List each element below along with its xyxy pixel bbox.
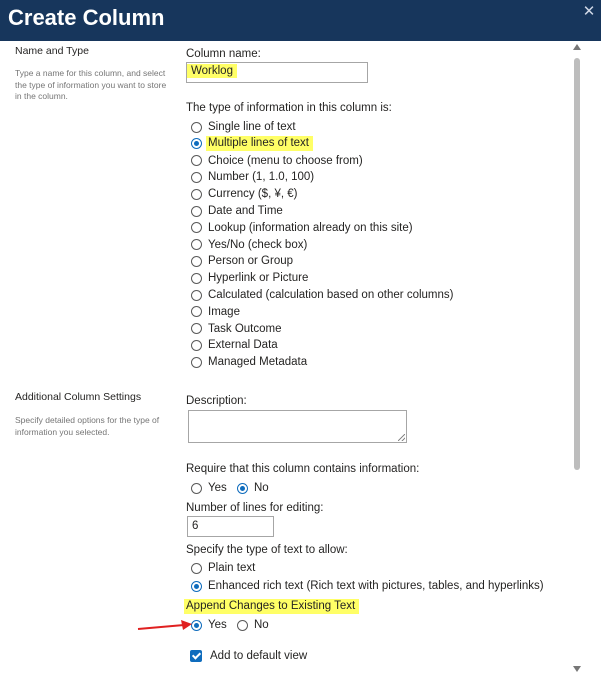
type-option-label: Managed Metadata	[208, 356, 308, 369]
text-type-label: Specify the type of text to allow:	[186, 544, 348, 556]
column-name-label: Column name:	[186, 48, 261, 60]
radio-icon	[191, 357, 202, 368]
type-option-1[interactable]	[191, 136, 313, 152]
red-arrow-icon	[137, 619, 193, 635]
description-label: Description:	[186, 395, 247, 407]
radio-icon	[191, 256, 202, 267]
type-option-0[interactable]	[191, 119, 296, 135]
resize-handle-icon[interactable]	[398, 434, 405, 441]
radio-icon	[191, 273, 202, 284]
description-textarea[interactable]	[188, 410, 407, 443]
plain-text-radio[interactable]	[191, 560, 255, 576]
append-yes-radio[interactable]	[191, 617, 227, 633]
type-option-11[interactable]	[191, 304, 240, 320]
radio-icon	[191, 122, 202, 133]
radio-icon	[191, 239, 202, 250]
radio-icon	[191, 189, 202, 200]
section-title-name-and-type: Name and Type	[15, 45, 89, 57]
rich-text-label: Enhanced rich text (Rich text with pictures, tables, and hyperlinks)	[208, 580, 544, 592]
section-description-name-and-type: Type a name for this column, and select the type of information you want to store in the column.	[15, 68, 167, 101]
type-option-12[interactable]	[191, 321, 282, 337]
radio-icon	[191, 563, 202, 574]
append-yes-label: Yes	[208, 619, 227, 631]
dialog-titlebar	[0, 0, 601, 41]
section-title-additional: Additional Column Settings	[15, 391, 142, 403]
radio-icon	[191, 222, 202, 233]
default-view-checkbox[interactable]	[190, 648, 307, 664]
default-view-label: Add to default view	[210, 650, 308, 662]
dialog-title: Create Column	[8, 5, 165, 30]
type-option-label: Calculated (calculation based on other columns)	[208, 289, 454, 301]
type-option-label: External Data	[208, 339, 278, 352]
radio-icon	[191, 290, 202, 301]
scroll-up-icon[interactable]	[573, 44, 581, 50]
type-option-label: Image	[208, 305, 240, 318]
type-option-4[interactable]	[191, 186, 297, 202]
require-no-label: No	[254, 482, 269, 494]
type-option-5[interactable]	[191, 203, 283, 219]
type-option-label: Single line of text	[208, 121, 296, 133]
lines-label: Number of lines for editing:	[186, 502, 324, 514]
radio-icon	[191, 306, 202, 317]
scroll-down-icon[interactable]	[573, 666, 581, 672]
type-label: The type of information in this column is:	[186, 102, 392, 114]
type-option-label: Lookup (information already on this site)	[208, 221, 413, 234]
type-option-3[interactable]	[191, 169, 314, 185]
close-icon[interactable]: ✕	[582, 3, 596, 20]
type-option-8[interactable]	[191, 253, 293, 269]
radio-icon	[237, 483, 248, 494]
type-option-9[interactable]	[191, 270, 308, 286]
radio-icon	[237, 620, 248, 631]
radio-icon	[191, 138, 202, 149]
type-option-label: Task Outcome	[208, 322, 282, 335]
type-option-label: Choice (menu to choose from)	[208, 154, 363, 167]
type-option-2[interactable]	[191, 153, 363, 169]
radio-icon	[191, 172, 202, 183]
append-label-text: Append Changes to Existing Text	[184, 599, 359, 614]
type-option-13[interactable]	[191, 337, 278, 353]
section-description-additional: Specify detailed options for the type of information you selected.	[15, 415, 160, 437]
radio-icon	[191, 155, 202, 166]
type-option-label: Multiple lines of text	[206, 136, 313, 151]
require-no-radio[interactable]	[237, 480, 269, 496]
radio-icon	[191, 323, 202, 334]
append-label	[186, 600, 359, 612]
type-option-label: Hyperlink or Picture	[208, 272, 309, 285]
type-option-7[interactable]	[191, 237, 307, 253]
checkbox-icon	[190, 650, 202, 662]
require-yes-radio[interactable]	[191, 480, 227, 496]
type-option-label: Number (1, 1.0, 100)	[208, 171, 315, 184]
require-yes-label: Yes	[208, 482, 227, 494]
radio-icon	[191, 340, 202, 351]
radio-icon	[191, 581, 202, 592]
scrollbar[interactable]	[569, 41, 585, 680]
radio-icon	[191, 206, 202, 217]
type-option-label: Yes/No (check box)	[208, 238, 308, 251]
type-option-label: Currency ($, ¥, €)	[208, 188, 298, 201]
rich-text-radio[interactable]	[191, 578, 544, 594]
type-option-6[interactable]	[191, 220, 413, 236]
column-name-input[interactable]	[186, 62, 368, 83]
lines-input[interactable]: 6	[187, 516, 274, 537]
append-no-label: No	[254, 619, 269, 631]
scroll-thumb[interactable]	[574, 58, 580, 470]
plain-text-label: Plain text	[208, 562, 256, 574]
radio-icon	[191, 483, 202, 494]
type-option-10[interactable]	[191, 287, 453, 303]
append-no-radio[interactable]	[237, 617, 269, 633]
column-name-value: Worklog	[187, 64, 237, 78]
require-label: Require that this column contains information:	[186, 463, 420, 475]
type-option-label: Person or Group	[208, 255, 294, 268]
type-option-14[interactable]	[191, 354, 307, 370]
type-option-label: Date and Time	[208, 205, 283, 217]
